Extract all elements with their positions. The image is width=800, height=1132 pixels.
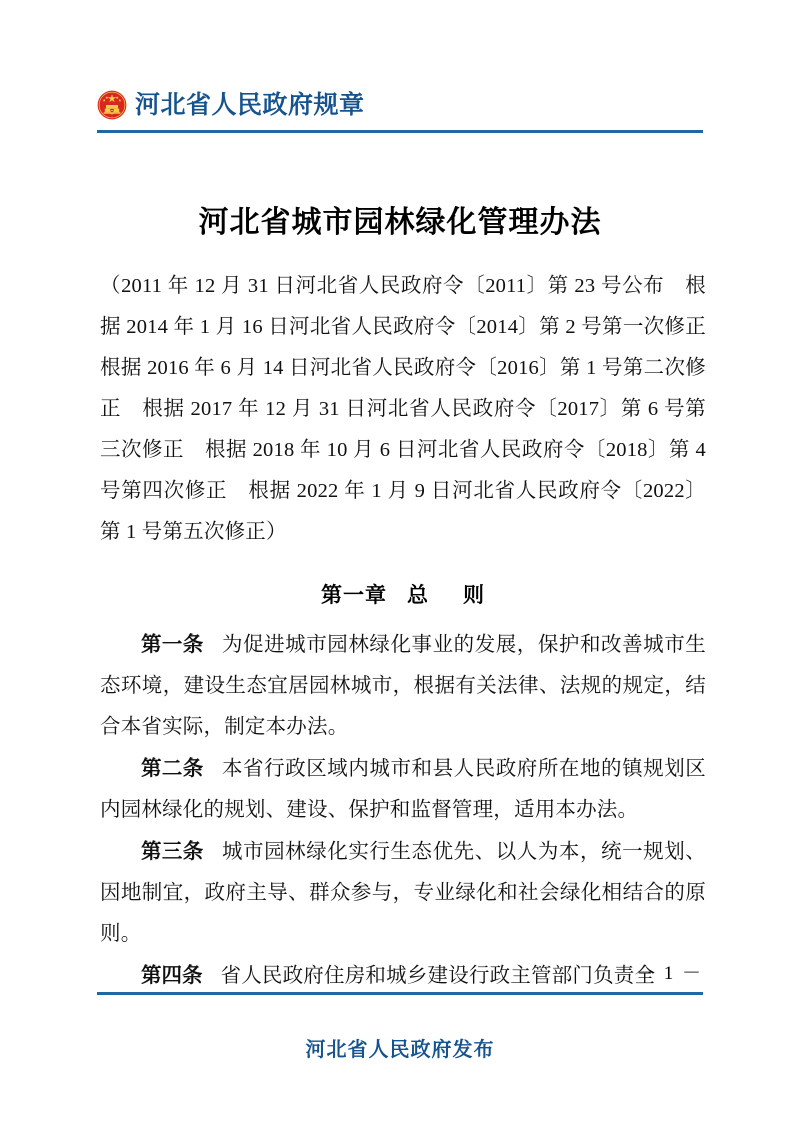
masthead [97, 82, 703, 128]
footer-issuer: 河北省人民政府发布 [305, 1039, 495, 1061]
article-paragraph [100, 831, 706, 955]
chapter-heading [100, 575, 706, 616]
article-text: 本省行政区域内城市和县人民政府所在地的镇规划区内园林绿化的规划、建设、保护和监督管理，适用本办法。 [100, 758, 706, 821]
document-body [100, 266, 727, 997]
article-label: 第三条 [141, 840, 204, 863]
document-title: 河北省城市园林绿化管理办法 [198, 206, 602, 239]
masthead-title: 河北省人民政府规章 [135, 90, 365, 119]
article-text: 为促进城市园林绿化事业的发展，保护和改善城市生态环境，建设生态宜居园林城市，根据有关法律、法规的规定，结合本省实际，制定本办法。 [100, 634, 706, 738]
article-paragraph [100, 748, 706, 831]
page-number: － 1 － [635, 963, 703, 984]
footer-divider-rule [97, 992, 703, 995]
preamble-paragraph: （2011 年 12 月 31 日河北省人民政府令〔2011〕第 23 号公布 根据 2014 年 1 月 16 日河北省人民政府令〔2014〕第 2 号第一次修正 根据 2016 年 6 月 14 日河北省人民政府令〔2016〕第 1 号第二次修正 根据 2017 年 12 月 31 日河北省人民政府令〔2017〕第 6 号第三次修正 根据 2018 年 10 月 6 日河北省人民政府令〔2018〕第 4 号第四次修正 根据 2022 年 1 月 9 日河北省人民政府令〔2022〕第 1 号第五次修正） [100, 275, 727, 543]
chapter-name-char-1: 总 [407, 584, 429, 607]
china-national-emblem-icon [97, 90, 127, 120]
chapter-number: 第一章 [321, 584, 387, 607]
article-label: 第一条 [141, 633, 204, 656]
header-divider-rule [97, 130, 703, 133]
chapter-name-char-2: 则 [463, 584, 485, 607]
article-text: 省人民政府住房和城乡建设行政主管部门负责全 [220, 965, 656, 987]
article-text: 城市园林绿化实行生态优先、以人为本，统一规划、因地制宜，政府主导、群众参与，专业绿化和社会绿化相结合的原则。 [100, 841, 706, 945]
article-paragraph [100, 624, 706, 748]
article-label: 第二条 [141, 757, 204, 780]
article-label: 第四条 [141, 964, 203, 987]
